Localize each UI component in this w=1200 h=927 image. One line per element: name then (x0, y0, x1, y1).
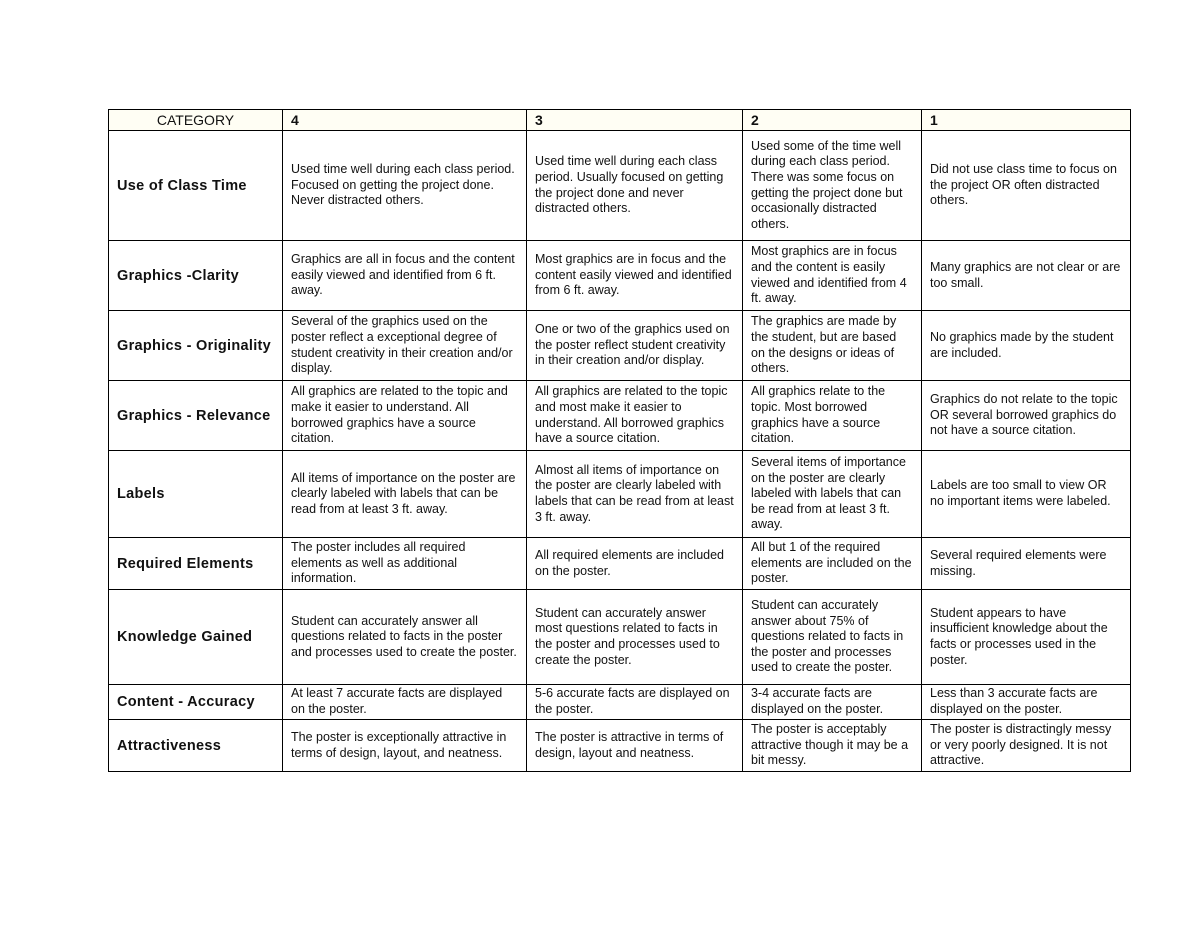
row-category: Use of Class Time (109, 131, 283, 241)
criterion-cell-score-1: Did not use class time to focus on the project OR often distracted others. (922, 131, 1131, 241)
criterion-cell-score-2: The graphics are made by the student, but are based on the designs or ideas of others. (743, 311, 922, 381)
table-row (109, 311, 1131, 381)
criterion-cell-score-3: Almost all items of importance on the poster are clearly labeled with labels that can be read from at least 3 ft. away. (527, 451, 743, 538)
criterion-cell-score-3: Student can accurately answer most questions related to facts in the poster and processes used to create the poster. (527, 590, 743, 685)
criterion-cell-score-2: All but 1 of the required elements are included on the poster. (743, 538, 922, 590)
criterion-cell-score-3: The poster is attractive in terms of design, layout and neatness. (527, 720, 743, 772)
criterion-cell-score-2: Several items of importance on the poster are clearly labeled with labels that can be read from at least 3 ft. away. (743, 451, 922, 538)
criterion-cell-score-4: At least 7 accurate facts are displayed on the poster. (283, 685, 527, 720)
table-row (109, 685, 1131, 720)
criterion-cell-score-4: Several of the graphics used on the poster reflect a exceptional degree of student creativity in their creation and/or display. (283, 311, 527, 381)
criterion-cell-score-1: No graphics made by the student are included. (922, 311, 1131, 381)
criterion-cell-score-1: Labels are too small to view OR no important items were labeled. (922, 451, 1131, 538)
row-category: Attractiveness (109, 720, 283, 772)
row-category: Graphics - Originality (109, 311, 283, 381)
criterion-cell-score-3: All graphics are related to the topic and most make it easier to understand. All borrowed graphics have a source citation. (527, 381, 743, 451)
criterion-cell-score-3: 5-6 accurate facts are displayed on the poster. (527, 685, 743, 720)
table-row (109, 590, 1131, 685)
row-category: Knowledge Gained (109, 590, 283, 685)
criterion-cell-score-4: The poster includes all required elements as well as additional information. (283, 538, 527, 590)
criterion-cell-score-1: Graphics do not relate to the topic OR several borrowed graphics do not have a source citation. (922, 381, 1131, 451)
criterion-cell-score-1: The poster is distractingly messy or very poorly designed. It is not attractive. (922, 720, 1131, 772)
criterion-cell-score-2: Student can accurately answer about 75% of questions related to facts in the poster and processes used to create the poster. (743, 590, 922, 685)
criterion-cell-score-2: All graphics relate to the topic. Most borrowed graphics have a source citation. (743, 381, 922, 451)
criterion-cell-score-3: One or two of the graphics used on the poster reflect student creativity in their creation and/or display. (527, 311, 743, 381)
table-row (109, 720, 1131, 772)
header-row (109, 110, 1131, 131)
table-row (109, 131, 1131, 241)
criterion-cell-score-2: The poster is acceptably attractive though it may be a bit messy. (743, 720, 922, 772)
criterion-cell-score-4: Student can accurately answer all questions related to facts in the poster and processes used to create the poster. (283, 590, 527, 685)
criterion-cell-score-4: The poster is exceptionally attractive in terms of design, layout, and neatness. (283, 720, 527, 772)
header-score-4: 4 (283, 110, 527, 131)
table-row (109, 451, 1131, 538)
criterion-cell-score-1: Many graphics are not clear or are too small. (922, 241, 1131, 311)
row-category: Graphics - Relevance (109, 381, 283, 451)
criterion-cell-score-4: All graphics are related to the topic and make it easier to understand. All borrowed graphics have a source citation. (283, 381, 527, 451)
row-category: Labels (109, 451, 283, 538)
header-category: CATEGORY (109, 110, 283, 131)
criterion-cell-score-3: Used time well during each class period. Usually focused on getting the project done and never distracted others. (527, 131, 743, 241)
rubric-table (108, 109, 1131, 772)
table-row (109, 241, 1131, 311)
criterion-cell-score-1: Student appears to have insufficient knowledge about the facts or processes used in the poster. (922, 590, 1131, 685)
table-row (109, 538, 1131, 590)
criterion-cell-score-4: All items of importance on the poster are clearly labeled with labels that can be read from at least 3 ft. away. (283, 451, 527, 538)
header-score-2: 2 (743, 110, 922, 131)
criterion-cell-score-1: Several required elements were missing. (922, 538, 1131, 590)
rubric-body (109, 131, 1131, 772)
criterion-cell-score-4: Graphics are all in focus and the content easily viewed and identified from 6 ft. away. (283, 241, 527, 311)
criterion-cell-score-3: Most graphics are in focus and the content easily viewed and identified from 6 ft. away. (527, 241, 743, 311)
row-category: Content - Accuracy (109, 685, 283, 720)
row-category: Required Elements (109, 538, 283, 590)
criterion-cell-score-2: Used some of the time well during each class period. There was some focus on getting the project done but occasionally distracted others. (743, 131, 922, 241)
table-row (109, 381, 1131, 451)
rubric-header (109, 110, 1131, 131)
header-score-1: 1 (922, 110, 1131, 131)
row-category: Graphics -Clarity (109, 241, 283, 311)
criterion-cell-score-1: Less than 3 accurate facts are displayed on the poster. (922, 685, 1131, 720)
criterion-cell-score-3: All required elements are included on the poster. (527, 538, 743, 590)
header-score-3: 3 (527, 110, 743, 131)
criterion-cell-score-2: 3-4 accurate facts are displayed on the poster. (743, 685, 922, 720)
criterion-cell-score-4: Used time well during each class period. Focused on getting the project done. Never distracted others. (283, 131, 527, 241)
criterion-cell-score-2: Most graphics are in focus and the content is easily viewed and identified from 4 ft. away. (743, 241, 922, 311)
